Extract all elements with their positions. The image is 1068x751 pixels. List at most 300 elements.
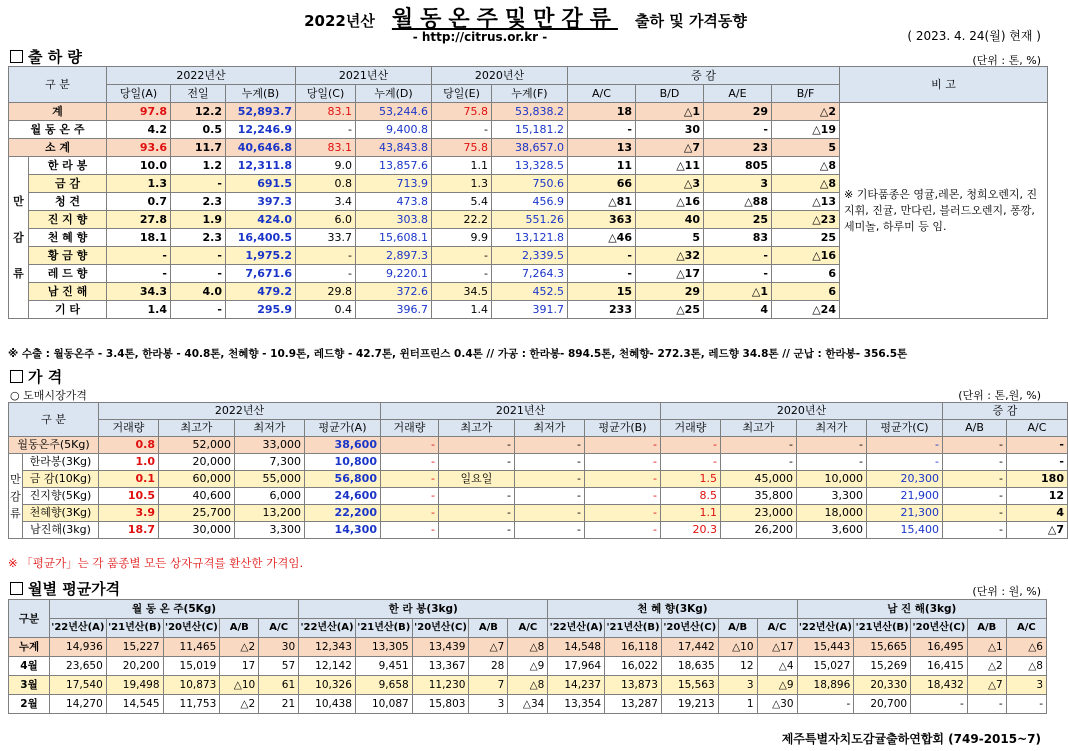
data-cell: 22.2	[432, 211, 492, 229]
data-cell: 1.9	[171, 211, 226, 229]
data-cell: 551.26	[492, 211, 568, 229]
col-subheader: B/F	[772, 85, 840, 103]
data-cell: △2	[967, 657, 1006, 676]
data-cell: 7	[469, 676, 508, 695]
data-cell: 일요일	[439, 471, 515, 488]
data-cell: 97.8	[107, 103, 171, 121]
data-cell: 35,800	[721, 488, 797, 505]
data-cell: 397.3	[226, 193, 296, 211]
data-cell: 24,600	[305, 488, 381, 505]
data-cell: -	[568, 247, 636, 265]
subheader-row	[9, 619, 1047, 638]
data-cell: △1	[704, 283, 772, 301]
table-row	[9, 505, 1068, 522]
data-cell: 8.5	[661, 488, 721, 505]
table-row	[9, 471, 1068, 488]
data-cell: 805	[704, 157, 772, 175]
data-cell: -	[661, 454, 721, 471]
data-cell: -	[515, 437, 585, 454]
data-cell: -	[967, 695, 1006, 714]
data-cell: 12.2	[171, 103, 226, 121]
row-label: 청 견	[29, 193, 107, 211]
title-year: 2022년산	[304, 12, 375, 30]
col-subheader: 평균가(C)	[867, 420, 943, 437]
col-subheader: 누계(D)	[356, 85, 432, 103]
monthly-section-title: 월별 평균가격	[10, 578, 120, 599]
group-label-mangam	[9, 157, 29, 319]
data-cell: -	[568, 121, 636, 139]
col-subheader: 누계(B)	[226, 85, 296, 103]
data-cell: 10,873	[163, 676, 220, 695]
table-row	[9, 454, 1068, 471]
data-cell: △7	[469, 638, 508, 657]
page-title	[0, 2, 1051, 33]
data-cell: △7	[1007, 522, 1068, 539]
data-cell: -	[439, 488, 515, 505]
data-cell: 52,000	[159, 437, 235, 454]
data-cell: △10	[220, 676, 259, 695]
data-cell: 19,498	[106, 676, 163, 695]
data-cell: -	[943, 505, 1007, 522]
data-cell: 391.7	[492, 301, 568, 319]
data-cell: △17	[757, 638, 797, 657]
col-subheader: A/C	[508, 619, 548, 638]
data-cell: 1.0	[99, 454, 159, 471]
data-cell: -	[171, 247, 226, 265]
shipment-section-title: 출 하 량	[10, 46, 82, 67]
col-header-2022: 2022년산	[99, 403, 381, 420]
data-cell: 18,896	[797, 676, 854, 695]
col-subheader: 거래량	[381, 420, 439, 437]
group-char: 감	[10, 489, 21, 503]
data-cell: 295.9	[226, 301, 296, 319]
data-cell: -	[432, 247, 492, 265]
data-cell: -	[585, 471, 661, 488]
data-cell: 13,857.6	[356, 157, 432, 175]
data-cell: 12	[1007, 488, 1068, 505]
data-cell: △11	[636, 157, 704, 175]
data-cell: 56,800	[305, 471, 381, 488]
data-cell: -	[911, 695, 968, 714]
col-subheader: '22년산(A)	[299, 619, 356, 638]
data-cell: 15,227	[106, 638, 163, 657]
data-cell: 11,465	[163, 638, 220, 657]
data-cell: 30	[636, 121, 704, 139]
data-cell: 28	[469, 657, 508, 676]
data-cell: 12,311.8	[226, 157, 296, 175]
row-label: 진지향(5Kg)	[23, 488, 99, 505]
col-subheader: 최저가	[515, 420, 585, 437]
data-cell: -	[568, 265, 636, 283]
data-cell: 1.4	[432, 301, 492, 319]
data-cell: 9,400.8	[356, 121, 432, 139]
data-cell: 363	[568, 211, 636, 229]
data-cell: -	[515, 454, 585, 471]
data-cell: -	[704, 247, 772, 265]
col-subheader: 전일	[171, 85, 226, 103]
data-cell: -	[797, 437, 867, 454]
data-cell: 16,495	[911, 638, 968, 657]
data-cell: △1	[636, 103, 704, 121]
data-cell: 13,873	[605, 676, 662, 695]
data-cell: 1.1	[661, 505, 721, 522]
data-cell: 13	[568, 139, 636, 157]
title-main: 월동온주및만감류	[391, 7, 618, 32]
data-cell: -	[515, 505, 585, 522]
price-unit: (단위 : 톤,원, %)	[958, 389, 1041, 402]
col-header-group: 남 진 해(3kg)	[797, 600, 1046, 619]
data-cell: -	[171, 265, 226, 283]
data-cell: 16,400.5	[226, 229, 296, 247]
col-subheader: '21년산(B)	[355, 619, 412, 638]
data-cell: 53,244.6	[356, 103, 432, 121]
data-cell: -	[585, 437, 661, 454]
data-cell: 21	[259, 695, 299, 714]
checkbox-icon	[10, 50, 23, 63]
data-cell: 13,121.8	[492, 229, 568, 247]
data-cell: 16,415	[911, 657, 968, 676]
table-row	[9, 103, 1048, 121]
data-cell: 18.7	[99, 522, 159, 539]
data-cell: 10,087	[355, 695, 412, 714]
data-cell: -	[585, 505, 661, 522]
row-label: 한라봉(3Kg)	[23, 454, 99, 471]
data-cell: △8	[508, 638, 548, 657]
data-cell: 5.4	[432, 193, 492, 211]
data-cell: -	[721, 454, 797, 471]
col-subheader: 당일(C)	[296, 85, 356, 103]
col-subheader: 최고가	[159, 420, 235, 437]
group-label-mangam	[9, 454, 23, 539]
data-cell: 23,000	[721, 505, 797, 522]
data-cell: 0.5	[171, 121, 226, 139]
data-cell: -	[515, 471, 585, 488]
row-label: 기 타	[29, 301, 107, 319]
data-cell: 38,600	[305, 437, 381, 454]
data-cell: △19	[772, 121, 840, 139]
data-cell: 20,000	[159, 454, 235, 471]
col-header-2020: 2020년산	[661, 403, 943, 420]
data-cell: 15,181.2	[492, 121, 568, 139]
data-cell: -	[107, 247, 171, 265]
row-label: 2월	[9, 695, 50, 714]
data-cell: 83.1	[296, 103, 356, 121]
data-cell: 6.0	[296, 211, 356, 229]
data-cell: 34.5	[432, 283, 492, 301]
data-cell: 3	[718, 676, 757, 695]
data-cell: 21,300	[867, 505, 943, 522]
data-cell: 4.2	[107, 121, 171, 139]
data-cell: 6,000	[235, 488, 305, 505]
data-cell: 3	[1006, 676, 1046, 695]
price-section-title: 가 격	[10, 366, 62, 387]
row-label: 4월	[9, 657, 50, 676]
data-cell: 11.7	[171, 139, 226, 157]
data-cell: 15,400	[867, 522, 943, 539]
col-subheader: '22년산(A)	[797, 619, 854, 638]
data-cell: 23,650	[50, 657, 107, 676]
data-cell: 473.8	[356, 193, 432, 211]
data-cell: 0.7	[107, 193, 171, 211]
col-subheader: A/C	[568, 85, 636, 103]
data-cell: △8	[772, 157, 840, 175]
data-cell: △10	[718, 638, 757, 657]
data-cell: 13,354	[548, 695, 605, 714]
data-cell: 10,438	[299, 695, 356, 714]
data-cell: 33,000	[235, 437, 305, 454]
data-cell: 11,753	[163, 695, 220, 714]
data-cell: -	[867, 437, 943, 454]
col-subheader: '21년산(B)	[605, 619, 662, 638]
data-cell: 0.8	[296, 175, 356, 193]
data-cell: △16	[636, 193, 704, 211]
data-cell: 13,328.5	[492, 157, 568, 175]
data-cell: 7,671.6	[226, 265, 296, 283]
data-cell: 3	[704, 175, 772, 193]
data-cell: 9.0	[296, 157, 356, 175]
data-cell: △8	[508, 676, 548, 695]
data-cell: 12,246.9	[226, 121, 296, 139]
data-cell: 20,700	[854, 695, 911, 714]
row-label: 3월	[9, 676, 50, 695]
data-cell: 26,200	[721, 522, 797, 539]
data-cell: -	[943, 437, 1007, 454]
data-cell: 1,975.2	[226, 247, 296, 265]
data-cell: 10.0	[107, 157, 171, 175]
row-label: 천 혜 향	[29, 229, 107, 247]
col-header-change: 증 감	[568, 67, 840, 85]
group-char: 류	[10, 506, 21, 520]
data-cell: △13	[772, 193, 840, 211]
col-subheader: '21년산(B)	[106, 619, 163, 638]
data-cell: 15,269	[854, 657, 911, 676]
row-label: 월 동 온 주	[9, 121, 107, 139]
group-char: 만	[10, 472, 21, 486]
data-cell: -	[1007, 437, 1068, 454]
data-cell: 5	[772, 139, 840, 157]
data-cell: 9,220.1	[356, 265, 432, 283]
data-cell: 0.8	[99, 437, 159, 454]
data-cell: 15,803	[412, 695, 469, 714]
col-subheader: 거래량	[99, 420, 159, 437]
data-cell: 4.0	[171, 283, 226, 301]
data-cell: 15,443	[797, 638, 854, 657]
data-cell: -	[721, 437, 797, 454]
data-cell: 3.9	[99, 505, 159, 522]
data-cell: 15,027	[797, 657, 854, 676]
data-cell: 11	[568, 157, 636, 175]
col-subheader: '20년산(C)	[412, 619, 469, 638]
price-note: ※ 「평균가」는 각 품종별 모든 상자규격를 환산한 가격임.	[8, 556, 304, 570]
table-row	[9, 488, 1068, 505]
row-label: 남진해(3kg)	[23, 522, 99, 539]
data-cell: -	[585, 454, 661, 471]
price-table	[8, 402, 1068, 539]
row-label: 금 감	[29, 175, 107, 193]
col-subheader: 평균가(B)	[585, 420, 661, 437]
col-subheader: 누계(F)	[492, 85, 568, 103]
data-cell: 1.4	[107, 301, 171, 319]
data-cell: 396.7	[356, 301, 432, 319]
data-cell: -	[704, 121, 772, 139]
data-cell: △2	[772, 103, 840, 121]
data-cell: -	[585, 488, 661, 505]
data-cell: 75.8	[432, 139, 492, 157]
data-cell: △4	[757, 657, 797, 676]
col-subheader: A/B	[943, 420, 1007, 437]
monthly-table	[8, 599, 1047, 714]
data-cell: -	[381, 522, 439, 539]
data-cell: 18	[568, 103, 636, 121]
data-cell: -	[439, 454, 515, 471]
data-cell: △32	[636, 247, 704, 265]
data-cell: 25	[772, 229, 840, 247]
data-cell: 7,264.3	[492, 265, 568, 283]
data-cell: 57	[259, 657, 299, 676]
col-subheader: '20년산(C)	[163, 619, 220, 638]
data-cell: 17,964	[548, 657, 605, 676]
data-cell: -	[439, 505, 515, 522]
price-subtitle: ○ 도매시장가격	[10, 389, 87, 402]
data-cell: -	[381, 471, 439, 488]
col-header-group: 월 동 온 주(5Kg)	[50, 600, 299, 619]
data-cell: 0.4	[296, 301, 356, 319]
data-cell: 1	[718, 695, 757, 714]
data-cell: 83.1	[296, 139, 356, 157]
data-cell: 3.4	[296, 193, 356, 211]
data-cell: 713.9	[356, 175, 432, 193]
checkbox-icon	[10, 370, 23, 383]
row-label: 황 금 향	[29, 247, 107, 265]
data-cell: 15,665	[854, 638, 911, 657]
data-cell: 20.3	[661, 522, 721, 539]
col-subheader: A/E	[704, 85, 772, 103]
data-cell: -	[704, 265, 772, 283]
monthly-unit: (단위 : 원, %)	[972, 585, 1041, 598]
data-cell: 3	[469, 695, 508, 714]
data-cell: 10,326	[299, 676, 356, 695]
row-label: 남 진 해	[29, 283, 107, 301]
title-tail: 출하 및 가격동향	[635, 12, 747, 30]
data-cell: 11,230	[412, 676, 469, 695]
data-cell: 10,000	[797, 471, 867, 488]
data-cell: 12	[718, 657, 757, 676]
data-cell: 30	[259, 638, 299, 657]
col-header-category: 구 분	[9, 67, 107, 103]
data-cell: 29	[704, 103, 772, 121]
data-cell: -	[439, 437, 515, 454]
data-cell: 16,022	[605, 657, 662, 676]
data-cell: 18,000	[797, 505, 867, 522]
data-cell: △81	[568, 193, 636, 211]
col-subheader: A/B	[469, 619, 508, 638]
data-cell: 12,343	[299, 638, 356, 657]
data-cell: 4	[1007, 505, 1068, 522]
data-cell: △8	[772, 175, 840, 193]
group-char: 류	[13, 266, 24, 280]
data-cell: △3	[636, 175, 704, 193]
checkbox-icon	[10, 582, 23, 595]
data-cell: 13,200	[235, 505, 305, 522]
data-cell: 16,118	[605, 638, 662, 657]
data-cell: 13,287	[605, 695, 662, 714]
row-label: 레 드 향	[29, 265, 107, 283]
data-cell: -	[585, 522, 661, 539]
data-cell: 7,300	[235, 454, 305, 471]
data-cell: 83	[704, 229, 772, 247]
data-cell: △6	[1006, 638, 1046, 657]
data-cell: △8	[1006, 657, 1046, 676]
col-header-category: 구분	[9, 600, 50, 638]
col-subheader: A/B	[220, 619, 259, 638]
data-cell: -	[867, 454, 943, 471]
data-cell: 10.5	[99, 488, 159, 505]
row-label: 진 지 향	[29, 211, 107, 229]
col-subheader: 최저가	[235, 420, 305, 437]
data-cell: 22,200	[305, 505, 381, 522]
row-label: 소 계	[9, 139, 107, 157]
data-cell: △9	[508, 657, 548, 676]
data-cell: 2,339.5	[492, 247, 568, 265]
col-subheader: A/C	[757, 619, 797, 638]
data-cell: 1.1	[432, 157, 492, 175]
col-subheader: A/B	[967, 619, 1006, 638]
row-label: 금 감(10Kg)	[23, 471, 99, 488]
header-row	[9, 600, 1047, 619]
site-url: - http://citrus.or.kr -	[412, 30, 548, 44]
data-cell: 13,439	[412, 638, 469, 657]
col-subheader: 당일(A)	[107, 85, 171, 103]
data-cell: -	[296, 247, 356, 265]
header-row	[9, 67, 1048, 85]
data-cell: 23	[704, 139, 772, 157]
data-cell: -	[296, 265, 356, 283]
report-date: ( 2023. 4. 24(월) 현재 )	[907, 29, 1041, 43]
footer-org: 제주특별자치도감귤출하연합회 (749-2015~7)	[781, 732, 1041, 746]
data-cell: -	[296, 121, 356, 139]
data-cell: △46	[568, 229, 636, 247]
col-subheader: '22년산(A)	[548, 619, 605, 638]
data-cell: -	[171, 175, 226, 193]
row-label: 누계	[9, 638, 50, 657]
data-cell: 2.3	[171, 193, 226, 211]
data-cell: 17,540	[50, 676, 107, 695]
data-cell: 9,658	[355, 676, 412, 695]
data-cell: 29.8	[296, 283, 356, 301]
data-cell: -	[432, 265, 492, 283]
data-cell: 452.5	[492, 283, 568, 301]
data-cell: 1.3	[432, 175, 492, 193]
data-cell: 479.2	[226, 283, 296, 301]
data-cell: 1.3	[107, 175, 171, 193]
data-cell: 18.1	[107, 229, 171, 247]
header-row	[9, 403, 1068, 420]
data-cell: 14,270	[50, 695, 107, 714]
data-cell: 3,600	[797, 522, 867, 539]
col-header-2021: 2021년산	[381, 403, 661, 420]
data-cell: 17,442	[661, 638, 718, 657]
col-subheader: 최저가	[797, 420, 867, 437]
data-cell: 691.5	[226, 175, 296, 193]
data-cell: △17	[636, 265, 704, 283]
col-header-group: 한 라 봉(3kg)	[299, 600, 548, 619]
data-cell: 55,000	[235, 471, 305, 488]
data-cell: 38,657.0	[492, 139, 568, 157]
data-cell: 6	[772, 265, 840, 283]
table-row	[9, 676, 1047, 695]
data-cell: △34	[508, 695, 548, 714]
col-subheader: '22년산(A)	[50, 619, 107, 638]
